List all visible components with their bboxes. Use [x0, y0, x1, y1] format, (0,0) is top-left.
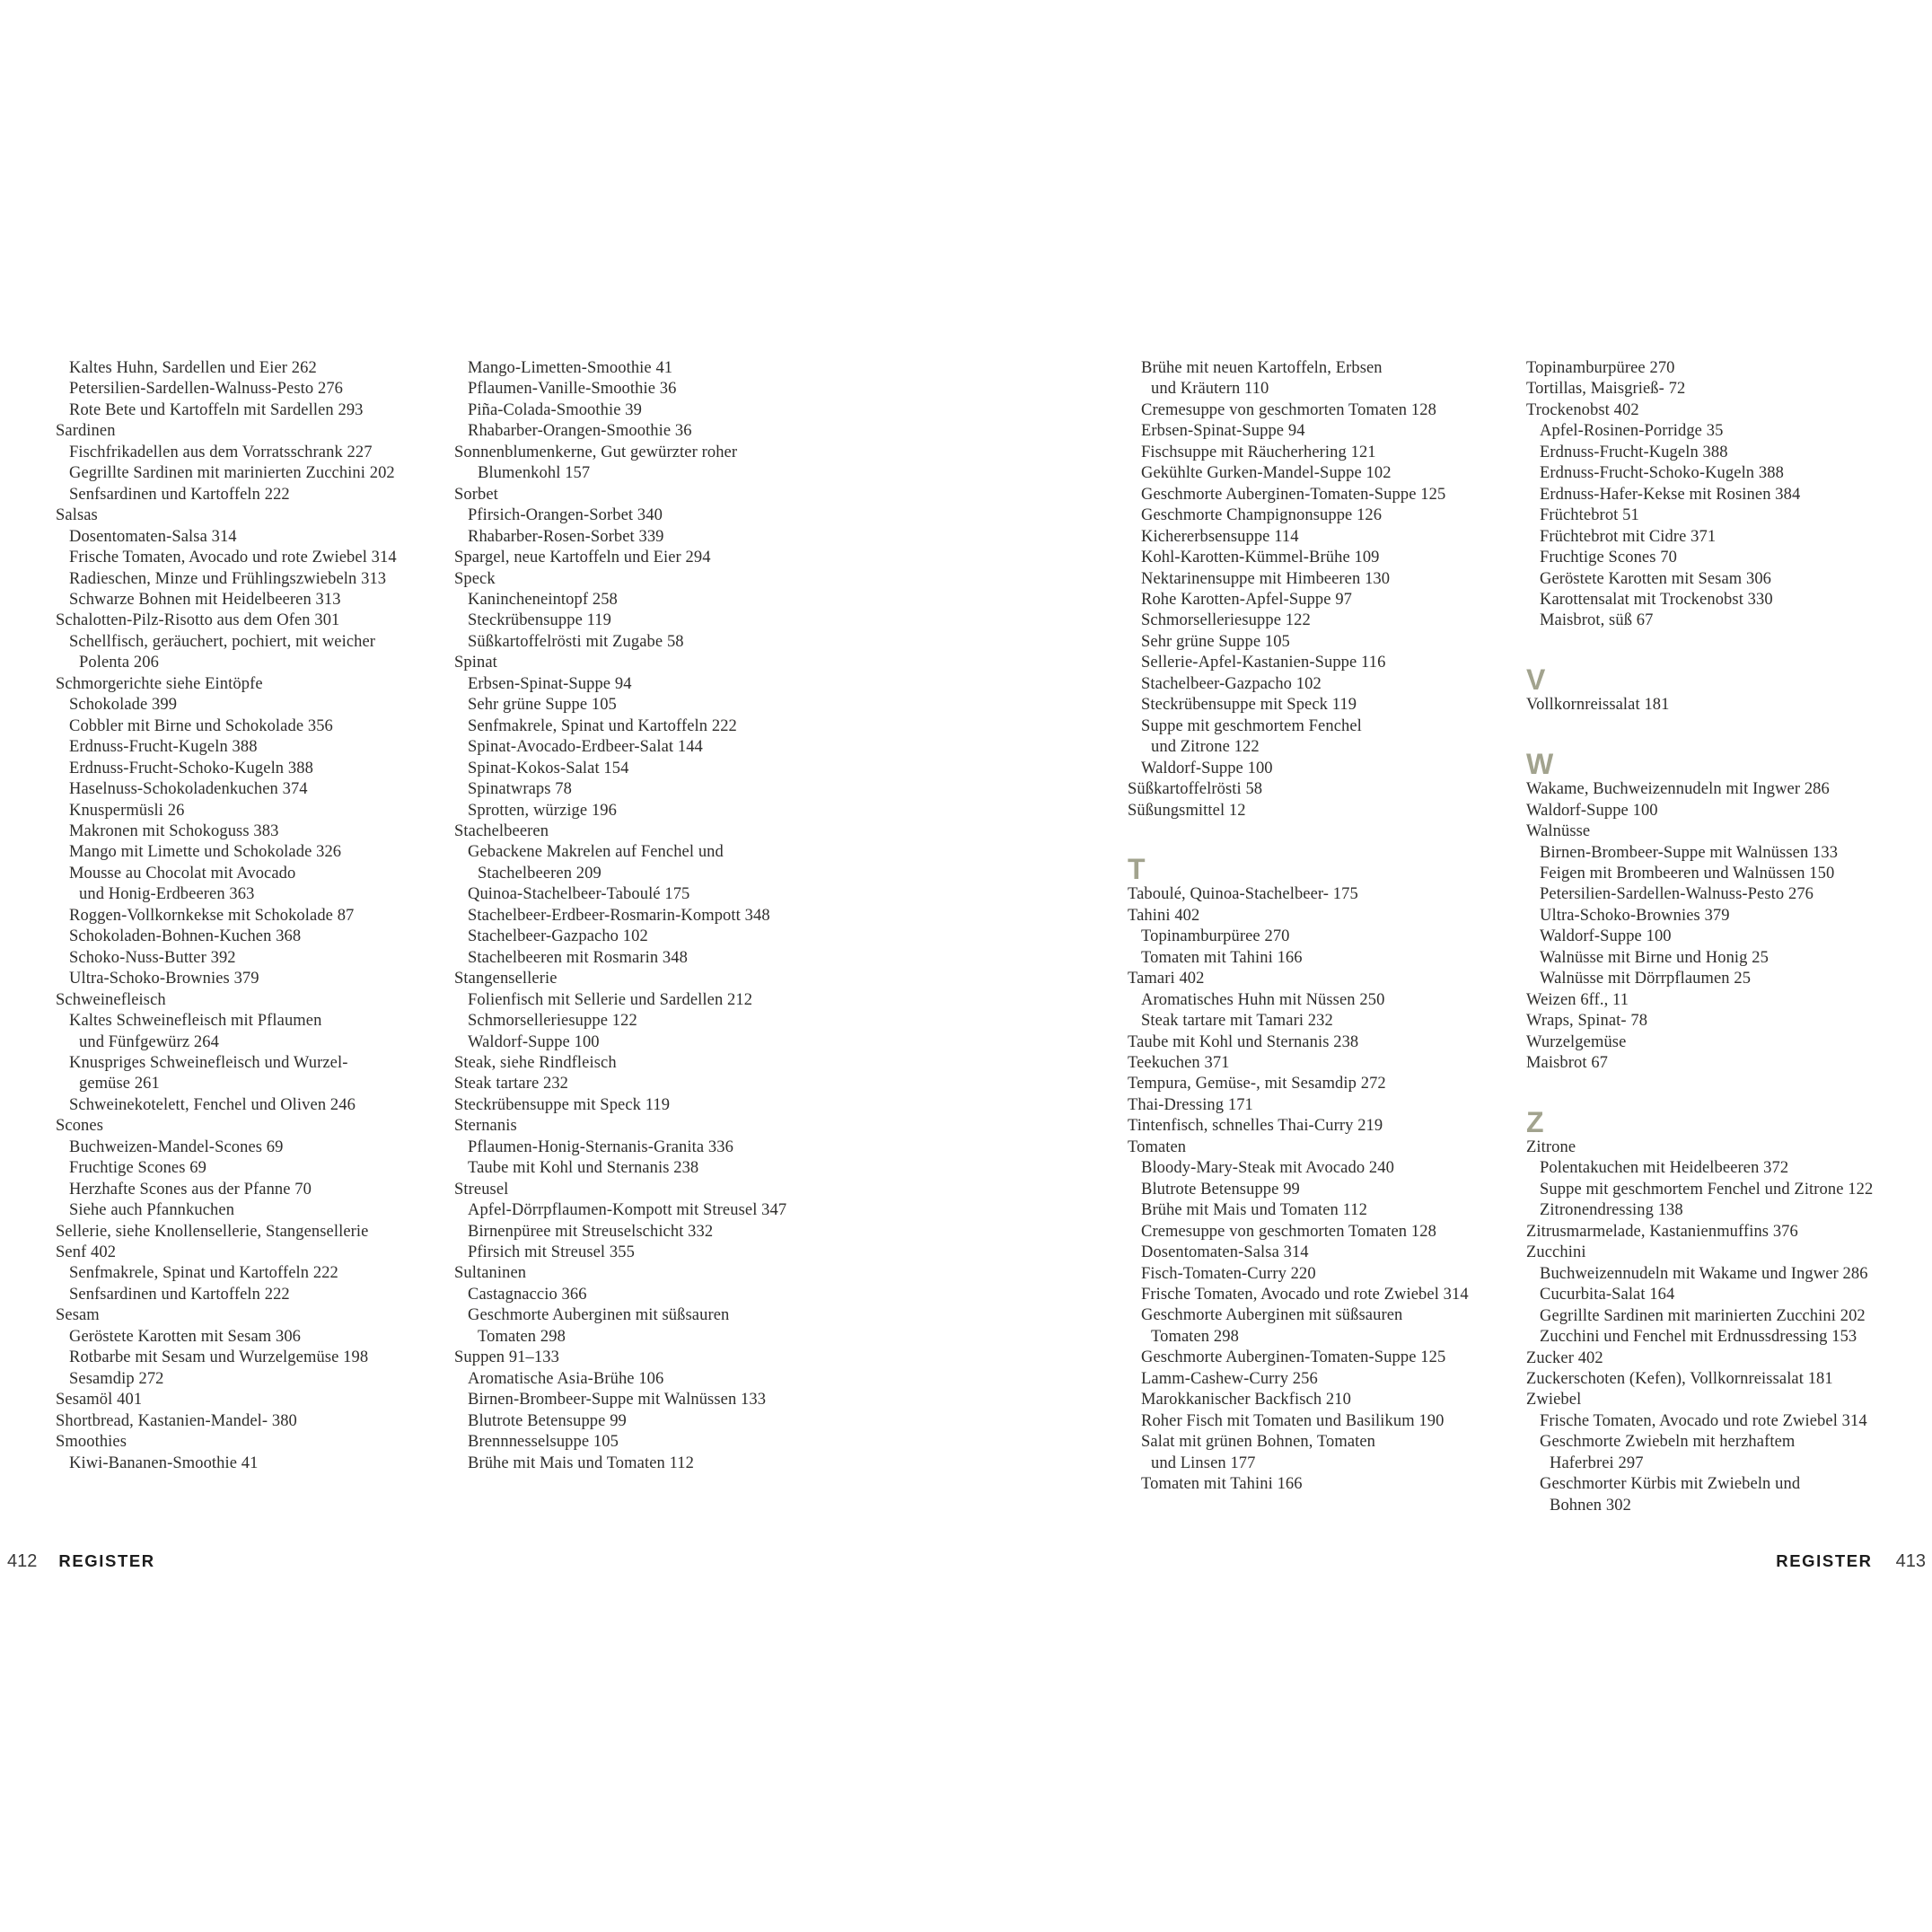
index-entry: Ultra-Schoko-Brownies 379 [1540, 906, 1730, 925]
index-entry: Nektarinensuppe mit Himbeeren 130 [1141, 569, 1391, 588]
index-entry: Waldorf-Suppe 100 [1526, 801, 1658, 820]
index-entry: Teekuchen 371 [1128, 1054, 1230, 1073]
index-entry: Petersilien-Sardellen-Walnuss-Pesto 276 [69, 380, 344, 399]
index-entry: und Honig-Erdbeeren 363 [79, 885, 255, 904]
index-entry: Suppe mit geschmortem Fenchel [1141, 716, 1362, 735]
index-entry: Stachelbeeren [454, 821, 549, 840]
index-entry: Spinat-Kokos-Salat 154 [468, 759, 629, 777]
index-entry: Tomaten [1128, 1137, 1187, 1156]
index-entry: Sultaninen [454, 1264, 527, 1283]
index-entry: Apfel-Rosinen-Porridge 35 [1540, 422, 1724, 441]
index-entry: Taube mit Kohl und Sternanis 238 [1128, 1032, 1359, 1051]
spacer [1128, 821, 1532, 842]
index-entry: Schmorselleriesuppe 122 [1141, 611, 1311, 630]
index-column-2 [454, 358, 921, 1474]
index-entry: Knuspermüsli 26 [69, 801, 185, 820]
index-entry: Geschmorte Auberginen mit süßsauren [1141, 1306, 1403, 1325]
index-entry: Senfsardinen und Kartoffeln 222 [69, 485, 290, 504]
index-entry: Sesamöl 401 [56, 1391, 143, 1409]
index-column-3 [1128, 358, 1532, 1496]
index-entry: Brühe mit neuen Kartoffeln, Erbsen [1141, 359, 1383, 377]
index-entry: Schokolade 399 [69, 696, 178, 715]
index-entry: Tomaten 298 [1151, 1327, 1239, 1346]
index-entry: Fischfrikadellen aus dem Vorratsschrank 227 [69, 443, 373, 461]
index-entry: Bohnen 302 [1550, 1496, 1631, 1515]
index-entry: Topinamburpüree 270 [1141, 927, 1290, 946]
index-entry: Fisch-Tomaten-Curry 220 [1141, 1264, 1316, 1283]
index-entry: Pfirsich mit Streusel 355 [468, 1243, 635, 1262]
index-entry: Frische Tomaten, Avocado und rote Zwiebel 314 [1141, 1286, 1469, 1304]
index-entry: Scones [56, 1117, 104, 1136]
index-entry: Castagnaccio 366 [468, 1285, 587, 1304]
index-entry: Mango-Limetten-Smoothie 41 [468, 359, 673, 377]
index-entry: Apfel-Dörrpflaumen-Kompott mit Streusel 347 [468, 1201, 787, 1220]
index-entry: Geschmorte Auberginen-Tomaten-Suppe 125 [1141, 1348, 1446, 1367]
section-letter-t: T [1128, 853, 1146, 886]
index-entry: Zuckerschoten (Kefen), Vollkornreissalat 181 [1526, 1369, 1833, 1388]
index-entry: gemüse 261 [79, 1075, 160, 1093]
index-entry: Wurzelgemüse [1526, 1032, 1627, 1051]
index-entry: Zitronendressing 138 [1540, 1201, 1683, 1220]
index-entry: Aromatische Asia-Brühe 106 [468, 1369, 664, 1388]
index-entry: Steckrübensuppe mit Speck 119 [454, 1095, 671, 1114]
footer-right [1776, 1551, 1926, 1572]
index-entry: Gegrillte Sardinen mit marinierten Zucchini 202 [1540, 1306, 1866, 1325]
index-entry: Tamari 402 [1128, 970, 1205, 988]
index-entry: Salat mit grünen Bohnen, Tomaten [1141, 1433, 1376, 1452]
index-entry: Pflaumen-Vanille-Smoothie 36 [468, 380, 677, 399]
index-entry: Knuspriges Schweinefleisch und Wurzel- [69, 1053, 348, 1072]
index-entry: Sesam [56, 1306, 100, 1325]
index-entry: Erdnuss-Frucht-Kugeln 388 [1540, 443, 1728, 461]
index-entry: Rohe Karotten-Apfel-Suppe 97 [1141, 590, 1353, 609]
index-entry: Thai-Dressing 171 [1128, 1095, 1253, 1114]
index-entry: Tomaten 298 [478, 1327, 566, 1346]
index-entry: Steckrübensuppe 119 [468, 611, 611, 630]
index-entry: Kohl-Karotten-Kümmel-Brühe 109 [1141, 549, 1380, 567]
footer-left [7, 1551, 155, 1572]
index-entry: Walnüsse mit Dörrpflaumen 25 [1540, 970, 1752, 988]
index-entry: Tahini 402 [1128, 906, 1200, 925]
index-entry: Spinat-Avocado-Erdbeer-Salat 144 [468, 738, 703, 757]
index-entry: Geschmorte Champignonsuppe 126 [1141, 506, 1383, 525]
index-entry: und Zitrone 122 [1151, 738, 1260, 757]
index-entry: Fischsuppe mit Räucherhering 121 [1141, 443, 1376, 461]
index-entry: Erbsen-Spinat-Suppe 94 [1141, 422, 1305, 441]
index-entry: Tempura, Gemüse-, mit Sesamdip 272 [1128, 1075, 1386, 1093]
index-entry: Zitrusmarmelade, Kastanienmuffins 376 [1526, 1222, 1798, 1241]
index-entry: Früchtebrot 51 [1540, 506, 1639, 525]
index-entry: Frische Tomaten, Avocado und rote Zwiebel 314 [1540, 1411, 1867, 1430]
index-entry: Geröstete Karotten mit Sesam 306 [1540, 569, 1772, 588]
index-entry: Blutrote Betensuppe 99 [1141, 1180, 1300, 1199]
index-entry: Siehe auch Pfannkuchen [69, 1201, 235, 1220]
index-entry: Maisbrot 67 [1526, 1054, 1609, 1073]
index-entry: Aromatisches Huhn mit Nüssen 250 [1141, 990, 1385, 1009]
index-entry: Feigen mit Brombeeren und Walnüssen 150 [1540, 865, 1835, 883]
page-number-left: 412 [7, 1551, 38, 1571]
index-entry: Radieschen, Minze und Frühlingszwiebeln 313 [69, 569, 387, 588]
index-entry: Erdnuss-Frucht-Kugeln 388 [69, 738, 258, 757]
index-column-1 [56, 358, 460, 1474]
index-entry: Pfirsich-Orangen-Sorbet 340 [468, 506, 663, 525]
index-entry: Bloody-Mary-Steak mit Avocado 240 [1141, 1159, 1394, 1178]
section-letter-z: Z [1526, 1106, 1544, 1138]
index-entry: Tintenfisch, schnelles Thai-Curry 219 [1128, 1117, 1383, 1136]
index-entry: Stachelbeeren 209 [478, 864, 602, 883]
index-entry: Schokoladen-Bohnen-Kuchen 368 [69, 927, 302, 946]
index-entry: Cobbler mit Birne und Schokolade 356 [69, 716, 333, 735]
index-entry: Geröstete Karotten mit Sesam 306 [69, 1327, 302, 1346]
index-entry: Stachelbeer-Erdbeer-Rosmarin-Kompott 348 [468, 906, 770, 925]
index-entry: Salsas [56, 506, 98, 525]
index-entry: Petersilien-Sardellen-Walnuss-Pesto 276 [1540, 885, 1814, 904]
index-entry: Marokkanischer Backfisch 210 [1141, 1391, 1351, 1409]
index-entry: Cucurbita-Salat 164 [1540, 1286, 1675, 1304]
index-entry: Cremesuppe von geschmorten Tomaten 128 [1141, 400, 1436, 419]
index-entry: Walnüsse [1526, 822, 1591, 841]
index-entry: Kichererbsensuppe 114 [1141, 527, 1299, 546]
index-entry: Senfmakrele, Spinat und Kartoffeln 222 [69, 1264, 338, 1283]
index-entry: Stachelbeeren mit Rosmarin 348 [468, 948, 688, 967]
index-entry: Haselnuss-Schokoladenkuchen 374 [69, 780, 308, 799]
index-entry: Geschmorte Auberginen-Tomaten-Suppe 125 [1141, 485, 1446, 504]
index-entry: Senfmakrele, Spinat und Kartoffeln 222 [468, 716, 737, 735]
index-entry: Folienfisch mit Sellerie und Sardellen 212 [468, 990, 753, 1009]
index-entry: Geschmorter Kürbis mit Zwiebeln und [1540, 1475, 1801, 1494]
index-entry: Taube mit Kohl und Sternanis 238 [468, 1159, 699, 1178]
spacer [1526, 632, 1932, 653]
index-entry: Schoko-Nuss-Butter 392 [69, 948, 236, 967]
index-entry: Steak, siehe Rindfleisch [454, 1053, 617, 1072]
index-entry: und Linsen 177 [1151, 1453, 1256, 1472]
index-entry: Weizen 6ff., 11 [1526, 990, 1629, 1009]
index-entry: Sellerie, siehe Knollensellerie, Stangensellerie [56, 1222, 369, 1241]
index-entry: Waldorf-Suppe 100 [1540, 927, 1672, 946]
index-entry: Roher Fisch mit Tomaten und Basilikum 190 [1141, 1411, 1445, 1430]
index-entry: Birnenpüree mit Streuselschicht 332 [468, 1222, 714, 1241]
index-entry: Brühe mit Mais und Tomaten 112 [1141, 1201, 1367, 1220]
index-entry: Sehr grüne Suppe 105 [1141, 632, 1290, 651]
index-entry: Topinamburpüree 270 [1526, 359, 1675, 377]
index-entry: Schmorselleriesuppe 122 [468, 1012, 637, 1031]
index-entry: Polentakuchen mit Heidelbeeren 372 [1540, 1159, 1789, 1178]
index-entry: Sorbet [454, 485, 498, 504]
index-entry: Kaltes Schweinefleisch mit Pflaumen [69, 1012, 322, 1031]
index-entry: Dosentomaten-Salsa 314 [69, 527, 237, 546]
index-entry: Sternanis [454, 1117, 517, 1136]
index-column-4 [1526, 358, 1932, 1516]
index-entry: Sonnenblumenkerne, Gut gewürzter roher [454, 443, 738, 461]
index-entry: Geschmorte Auberginen mit süßsauren [468, 1306, 730, 1325]
index-entry: Taboulé, Quinoa-Stachelbeer- 175 [1128, 885, 1358, 904]
index-entry: Sehr grüne Suppe 105 [468, 696, 617, 715]
index-entry: Suppen 91–133 [454, 1348, 559, 1367]
index-entry: Kaltes Huhn, Sardellen und Eier 262 [69, 359, 317, 377]
index-entry: Wraps, Spinat- 78 [1526, 1012, 1648, 1031]
index-entry: Mango mit Limette und Schokolade 326 [69, 843, 342, 862]
index-entry: Pflaumen-Honig-Sternanis-Granita 336 [468, 1137, 733, 1156]
index-entry: Steak tartare mit Tamari 232 [1141, 1012, 1333, 1031]
index-entry: Früchtebrot mit Cidre 371 [1540, 527, 1717, 546]
index-entry: Rote Bete und Kartoffeln mit Sardellen 293 [69, 400, 364, 419]
index-entry: Fruchtige Scones 70 [1540, 549, 1677, 567]
index-entry: Schwarze Bohnen mit Heidelbeeren 313 [69, 590, 341, 609]
index-entry: Rhabarber-Rosen-Sorbet 339 [468, 527, 664, 546]
index-entry: Mousse au Chocolat mit Avocado [69, 864, 296, 883]
index-entry: Stachelbeer-Gazpacho 102 [468, 927, 648, 946]
index-entry: Walnüsse mit Birne und Honig 25 [1540, 948, 1769, 967]
index-entry: Speck [454, 569, 496, 588]
index-entry: Geschmorte Zwiebeln mit herzhaftem [1540, 1433, 1796, 1452]
index-entry: Rotbarbe mit Sesam und Wurzelgemüse 198 [69, 1348, 369, 1367]
index-entry: Stangensellerie [454, 970, 558, 988]
index-entry: Erdnuss-Hafer-Kekse mit Rosinen 384 [1540, 485, 1801, 504]
index-entry: Rhabarber-Orangen-Smoothie 36 [468, 422, 692, 441]
index-entry: Schweinekotelett, Fenchel und Oliven 246 [69, 1095, 356, 1114]
index-entry: Waldorf-Suppe 100 [1141, 759, 1273, 777]
index-entry: Frische Tomaten, Avocado und rote Zwiebel 314 [69, 549, 397, 567]
index-entry: Sesamdip 272 [69, 1369, 164, 1388]
index-entry: Sardinen [56, 422, 116, 441]
index-entry: Süßkartoffelrösti 58 [1128, 780, 1263, 799]
index-entry: Brühe mit Mais und Tomaten 112 [468, 1453, 694, 1472]
index-entry: Karottensalat mit Trockenobst 330 [1540, 590, 1773, 609]
index-entry: Erbsen-Spinat-Suppe 94 [468, 674, 632, 693]
register-label-right: REGISTER [1776, 1551, 1873, 1570]
index-entry: Blumenkohl 157 [478, 464, 591, 483]
section-letter-w: W [1526, 748, 1554, 781]
section-letter-v: V [1526, 663, 1546, 697]
index-entry: Zucker 402 [1526, 1348, 1603, 1367]
index-entry: Sellerie-Apfel-Kastanien-Suppe 116 [1141, 654, 1386, 672]
index-entry: Tortillas, Maisgrieß- 72 [1526, 380, 1686, 399]
index-entry: Spinat [454, 654, 497, 672]
index-entry: Senfsardinen und Kartoffeln 222 [69, 1285, 290, 1304]
index-entry: Zwiebel [1526, 1391, 1582, 1409]
index-entry: Schalotten-Pilz-Risotto aus dem Ofen 301 [56, 611, 340, 630]
index-entry: Ultra-Schoko-Brownies 379 [69, 970, 259, 988]
index-entry: Haferbrei 297 [1550, 1453, 1644, 1472]
index-entry: Spargel, neue Kartoffeln und Eier 294 [454, 549, 711, 567]
index-entry: Birnen-Brombeer-Suppe mit Walnüssen 133 [468, 1391, 767, 1409]
index-entry: Kiwi-Bananen-Smoothie 41 [69, 1453, 259, 1472]
index-entry: Spinatwraps 78 [468, 780, 572, 799]
spacer [1526, 1075, 1932, 1095]
index-entry: Vollkornreissalat 181 [1526, 696, 1670, 715]
index-entry: Waldorf-Suppe 100 [468, 1032, 600, 1051]
index-entry: Steckrübensuppe mit Speck 119 [1141, 696, 1357, 715]
index-entry: Sprotten, würzige 196 [468, 801, 617, 820]
index-entry: Shortbread, Kastanien-Mandel- 380 [56, 1411, 297, 1430]
index-entry: Tomaten mit Tahini 166 [1141, 1475, 1303, 1494]
index-entry: Streusel [454, 1180, 509, 1199]
index-entry: Zucchini und Fenchel mit Erdnussdressing 153 [1540, 1328, 1857, 1347]
index-entry: Lamm-Cashew-Curry 256 [1141, 1369, 1318, 1388]
index-entry: Blutrote Betensuppe 99 [468, 1411, 627, 1430]
page-number-right: 413 [1895, 1551, 1926, 1571]
index-entry: Süßkartoffelrösti mit Zugabe 58 [468, 632, 684, 651]
index-entry: Wakame, Buchweizennudeln mit Ingwer 286 [1526, 780, 1830, 799]
index-entry: Roggen-Vollkornkekse mit Schokolade 87 [69, 906, 355, 925]
index-entry: Zitrone [1526, 1138, 1576, 1156]
index-entry: Trockenobst 402 [1526, 400, 1639, 419]
index-entry: Polenta 206 [79, 654, 159, 672]
index-entry: Steak tartare 232 [454, 1075, 569, 1093]
index-entry: Piña-Colada-Smoothie 39 [468, 400, 642, 419]
index-entry: Buchweizen-Mandel-Scones 69 [69, 1137, 284, 1156]
index-entry: Brennnesselsuppe 105 [468, 1433, 619, 1452]
index-entry: Dosentomaten-Salsa 314 [1141, 1243, 1309, 1262]
index-entry: Gebackene Makrelen auf Fenchel und [468, 843, 724, 862]
index-entry: Buchweizennudeln mit Wakame und Ingwer 286 [1540, 1264, 1868, 1283]
index-entry: Zucchini [1526, 1243, 1586, 1262]
index-entry: Stachelbeer-Gazpacho 102 [1141, 674, 1322, 693]
index-entry: und Fünfgewürz 264 [79, 1032, 219, 1051]
index-entry: Herzhafte Scones aus der Pfanne 70 [69, 1180, 312, 1199]
index-entry: Schweinefleisch [56, 990, 166, 1009]
index-entry: Erdnuss-Frucht-Schoko-Kugeln 388 [1540, 464, 1784, 483]
index-entry: Schmorgerichte siehe Eintöpfe [56, 674, 263, 693]
index-entry: Quinoa-Stachelbeer-Taboulé 175 [468, 885, 690, 904]
index-entry: Gekühlte Gurken-Mandel-Suppe 102 [1141, 464, 1392, 483]
index-entry: Makronen mit Schokoguss 383 [69, 821, 279, 840]
index-entry: Senf 402 [56, 1243, 117, 1262]
index-entry: Fruchtige Scones 69 [69, 1159, 206, 1178]
index-entry: Kanincheneintopf 258 [468, 590, 618, 609]
index-entry: Tomaten mit Tahini 166 [1141, 948, 1303, 967]
register-label-left: REGISTER [58, 1551, 155, 1570]
index-entry: Gegrillte Sardinen mit marinierten Zucchini 202 [69, 464, 395, 483]
index-entry: Süßungsmittel 12 [1128, 801, 1246, 820]
index-entry: Cremesuppe von geschmorten Tomaten 128 [1141, 1222, 1436, 1241]
index-entry: Maisbrot, süß 67 [1540, 611, 1654, 630]
index-entry: Suppe mit geschmortem Fenchel und Zitrone 122 [1540, 1180, 1874, 1199]
spacer [1526, 716, 1932, 737]
index-entry: Schellfisch, geräuchert, pochiert, mit weicher [69, 632, 376, 651]
index-entry: Erdnuss-Frucht-Schoko-Kugeln 388 [69, 759, 313, 777]
index-entry: und Kräutern 110 [1151, 380, 1269, 399]
index-entry: Birnen-Brombeer-Suppe mit Walnüssen 133 [1540, 843, 1839, 862]
index-entry: Smoothies [56, 1433, 127, 1452]
